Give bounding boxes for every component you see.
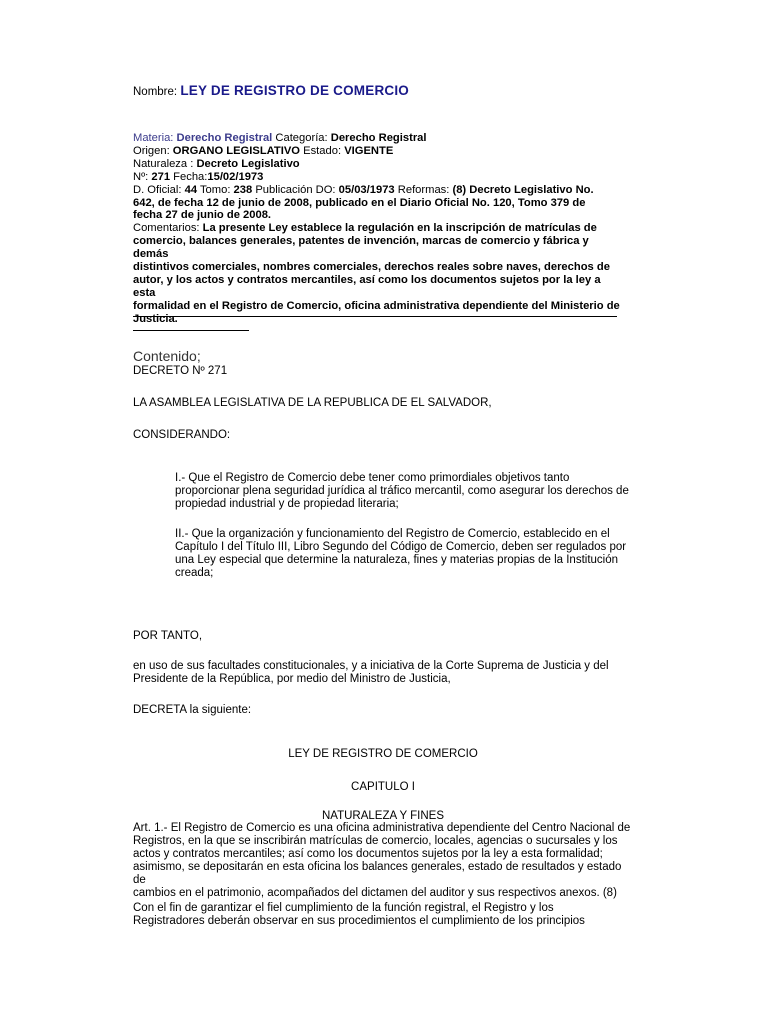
comentarios-line-4: autor, y los actos y contratos mercantiles, así como los documentos sujetos por la ley a esta (133, 273, 601, 299)
document-title (133, 84, 409, 99)
oficial-line: D. Oficial: 44 Tomo: 238 Publicación DO: 05/03/1973 Reformas: (8) Decreto Legislativo No. (133, 183, 594, 196)
metadata-block (133, 132, 623, 326)
numero-line: Nº: 271 Fecha:15/02/1973 (133, 170, 264, 183)
nombre-label: Nombre: (133, 86, 178, 98)
asamblea-text: LA ASAMBLEA LEGISLATIVA DE LA REPUBLICA DE EL SALVADOR, (133, 397, 492, 409)
separator-line (133, 316, 617, 317)
decreto-number: DECRETO Nº 271 (133, 365, 228, 377)
decreta-text: DECRETA la siguiente: (133, 704, 252, 716)
ley-title: LEY DE REGISTRO DE COMERCIO (288, 748, 478, 760)
comentarios-line-6: Justicia. (133, 312, 178, 325)
naturaleza-line: Naturaleza : Decreto Legislativo (133, 157, 300, 170)
considerando-2: II.- Que la organización y funcionamiento del Registro de Comercio, establecido en el Capítulo I del Título III, Libro Segundo del Código de Comercio, deben ser regulados por una Ley especial que determine la naturaleza, fines y materias propias de la Institución creada; (175, 528, 627, 579)
reformas-line-3: fecha 27 de junio de 2008. (133, 209, 272, 222)
article-1-paragraph-2: Con el fin de garantizar el fiel cumplimiento de la función registral, el Registro y los Registradores deberán observar en sus procedimientos el cumplimiento de los principios (133, 902, 585, 927)
considerando-1: I.- Que el Registro de Comercio debe tener como primordiales objetivos tanto proporcionar plena seguridad jurídica al tráfico mercantil, como asegurar los derechos de propiedad industrial y de propiedad literaria; (175, 472, 629, 510)
comentarios-line-5: formalidad en el Registro de Comercio, oficina administrativa dependiente del Ministerio de (133, 299, 620, 312)
capitulo-heading: CAPITULO I (351, 781, 415, 793)
considerando-heading: CONSIDERANDO: (133, 429, 231, 441)
article-1: Art. 1.- El Registro de Comercio es una oficina administrativa dependiente del Centro Nacional de Registros, en la que se inscribirán matrículas de comercio, locales, agencias o sucursales y los actos y contratos mercantiles; así como los documentos sujetos por la ley a esta formalidad; asimismo, se depositarán en esta oficina los balances generales, estado de resultados y estado de cambios en el patrimonio, acompañados del dictamen del auditor y sus respectivos anexos. (8) (133, 822, 631, 899)
reformas-line-2: 642, de fecha 12 de junio de 2008, publicado en el Diario Oficial No. 120, Tomo 379 de (133, 196, 586, 209)
naturaleza-fines-heading: NATURALEZA Y FINES (321, 810, 445, 822)
uso-facultades: en uso de sus facultades constitucionales, y a iniciativa de la Corte Suprema de Justicia y del Presidente de la República, por medio del Ministro de Justicia, (133, 660, 609, 685)
comentarios-line-1: Comentarios: La presente Ley establece la regulación en la inscripción de matrículas de (133, 222, 597, 235)
contenido-heading: Contenido; (133, 348, 201, 364)
comentarios-line-3: distintivos comerciales, nombres comerciales, derechos reales sobre naves, derechos de (133, 261, 610, 274)
origen-line: Origen: ORGANO LEGISLATIVO Estado: VIGENTE (133, 144, 394, 157)
separator-line-short (133, 330, 249, 331)
materia-line: Materia: Derecho Registral Categoría: Derecho Registral (133, 132, 427, 144)
por-tanto: POR TANTO, (133, 630, 203, 642)
comentarios-line-2: comercio, balances generales, patentes de invención, marcas de comercio y fábrica y demás (133, 235, 589, 261)
nombre-value: LEY DE REGISTRO DE COMERCIO (180, 83, 409, 98)
